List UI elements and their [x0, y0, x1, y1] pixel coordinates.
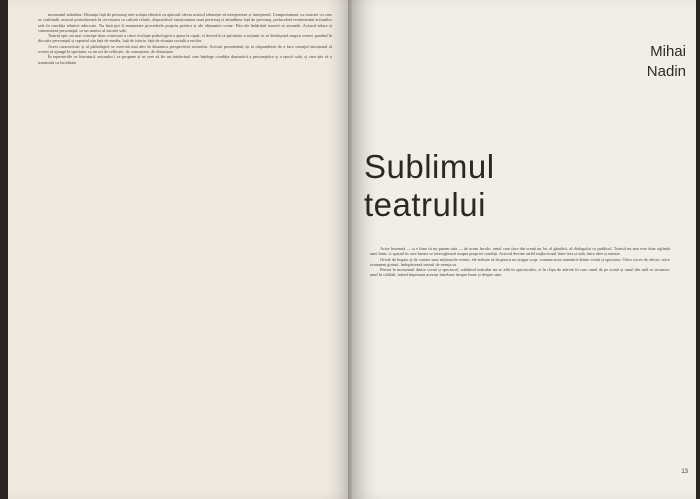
page-number: 13 [681, 469, 688, 475]
left-paragraph: Acest caracteristic și al psihologiei se exercită mai ales în dinamica perspectivei actorului. Actorul prezentând, își ia răspunderea de a face mesajul emoțional al scenei să ajungă la spectator ca un act de reflecție, de cunoaștere, de distanțare. [38, 43, 332, 55]
left-text-column [38, 12, 332, 482]
title-line-1: Sublimul [364, 148, 495, 185]
author-name [647, 42, 686, 82]
right-paragraph: Oricât de bogate și de variate sunt mijloacele scenei, ele trebuie să slujească un singur scop: comunicarea autentică dintre scenă și spectator. Orice exces de efecte, orice ornament gratuit, îndepărtează teatrul de esența sa. [370, 256, 670, 267]
article-title [364, 148, 495, 224]
author-last-name: Nadin [646, 63, 686, 80]
left-paragraph: Teatrul epic nu mai concepe doar conectare a căror evoluție psihologică a ajuns la capăt, el dezvoltă ca prioritate a acțiunii ce se desfășoară asupra scenei, punând în discuție personajul și raportul său față de mediu, față de istorie, față de situația socială a eroilor. [38, 33, 332, 44]
right-text-column [370, 246, 670, 482]
right-paragraph: Actor însemnă — și e bine că nu putem uita — de acum încolo: omul care face din scenă un loc al gândirii, al dialogului cu publicul. Teatrul nu mai este doar oglinda unei lumi, ci spațiul în care lumea se interoghează asupra propriei condiții. Actorul devine astfel mijlocitorul între text și sală, între idee și emoție. [370, 246, 670, 257]
author-first-name: Mihai [650, 43, 686, 60]
right-paragraph: Pentru la momentul dintre scenă și spectacol, sublimul teatrului nu se află în spectaculos, ci în clipa de adevăr în care omul de pe scenă și omul din sală se recunosc unul în celălalt, trăind împreună aceeași întrebare despre lume și despre sine. [370, 267, 670, 278]
left-paragraph: momentul atitudine. Distanța față de personaj este soluția tehnică cu ajutorul căreia actorul izbutește să interpreteze și interpretul. Comportament cu caracter cu care se confundă, actorul portretizează în cercetarea sa cultură relativ, dispozitivul emoționarea unui personaj și atitudinea față de personaj, prelucrând evenimentul acțiunilor sale în condiția tehnicii adecvate. Nu însă pot fi enumerate procedeele propriu poetica și ale obișnuitei scene. Prin ele îndărătul istoriei se ascunde. Actorul aduce și comentează personajul, ca un martor al istoriei sale. [38, 12, 332, 33]
title-line-2: teatrului [364, 186, 486, 223]
left-page [8, 0, 352, 499]
right-page [352, 0, 696, 499]
left-paragraph: În repertoriile ce literaturii, actorului i se propune și se cere să fie un intelectual care înțelege condiția dramatică a personajelor și a epocii sale, și care știe să o transmită cu luciditate. [38, 54, 332, 65]
